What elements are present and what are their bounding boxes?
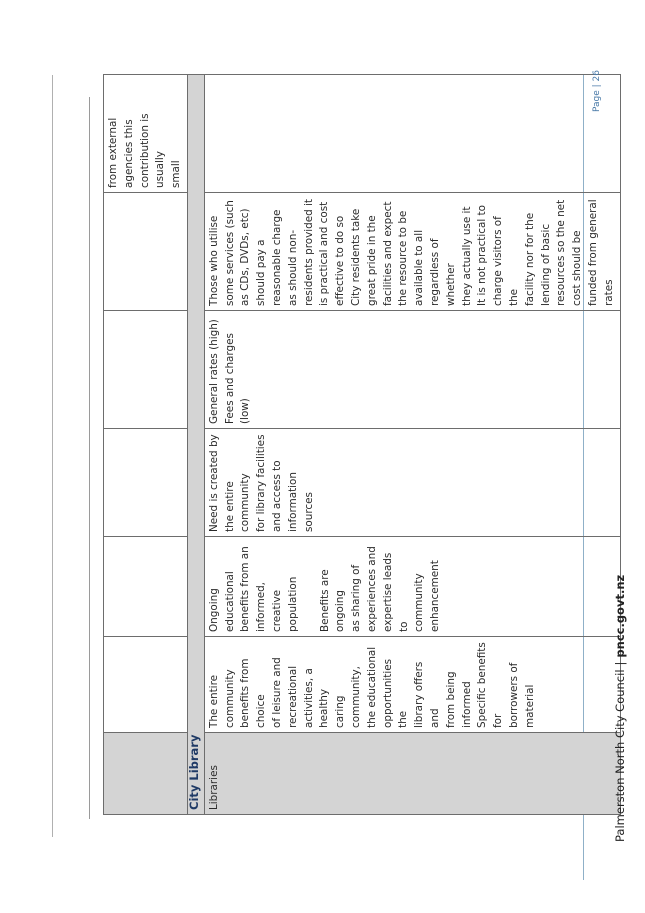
cell-text-line: rates xyxy=(602,279,615,306)
cell-text-line: small xyxy=(170,160,183,188)
cell-text-line: as CDs, DVDs, etc) xyxy=(239,208,252,306)
cell-text-line: as should non- xyxy=(286,229,299,306)
cell-text-line: Fees and charges xyxy=(223,333,236,424)
cell-text-line: regardless of whether xyxy=(428,238,457,306)
cell-text-line: resources so the net xyxy=(555,199,568,306)
cell-text-line: agencies this xyxy=(122,119,135,188)
cell-text-line: City residents take xyxy=(349,208,362,306)
cell-text-line: borrowers of material xyxy=(507,662,536,728)
section-header-row xyxy=(187,75,204,815)
cell-text-line: and access to xyxy=(270,460,283,532)
footer-org: Palmerston North City Council xyxy=(613,669,627,842)
cell-text-line: facility nor for the xyxy=(523,212,536,306)
cell-text-line: Those who utilise xyxy=(207,215,220,306)
section-header-cell xyxy=(187,75,204,815)
cell-text-line: residents provided it xyxy=(302,199,315,306)
library-row xyxy=(204,75,620,815)
cell-text-line: activities, a healthy xyxy=(302,668,331,728)
cell-text-line: is practical and cost xyxy=(318,201,331,306)
cont-cell-1 xyxy=(104,733,188,815)
cell-text-line: for library facilities xyxy=(255,434,268,532)
cell-text-line: Specific benefits for xyxy=(476,642,505,728)
cell-text-line: cost should be xyxy=(571,230,584,306)
cell-text-line: Benefits are ongoing xyxy=(318,569,347,632)
cell-text-line xyxy=(302,541,318,632)
page-rule-top xyxy=(52,75,53,837)
cell-text-line: information sources xyxy=(286,472,315,532)
cell-text-line: effective to do so xyxy=(334,215,347,306)
cell-text-line: available to all xyxy=(413,229,426,306)
action-need-cell xyxy=(204,429,620,537)
cell-text-line: community xyxy=(413,573,426,632)
cell-text-line: General rates (high) xyxy=(207,319,220,424)
cell-text-line: The entire community xyxy=(207,669,236,728)
footer-separator: | xyxy=(613,661,627,666)
funding-needs-table xyxy=(103,74,621,815)
cell-text-line: benefits from choice xyxy=(239,658,268,728)
page-footer xyxy=(613,575,627,842)
cell-text-line: of leisure and xyxy=(270,657,283,728)
cell-text-line: from external xyxy=(107,117,119,188)
cont-cell-rationale xyxy=(104,75,188,193)
cell-text-line: the educational xyxy=(365,646,378,728)
cell-text-line: from being informed xyxy=(444,671,473,728)
footer-site-link[interactable]: pncc.govt.nz xyxy=(613,574,627,658)
cell-text-line: they actually use it xyxy=(460,206,473,306)
benefits-period-cell xyxy=(204,537,620,637)
cell-text-line: facilities and expect xyxy=(381,201,394,306)
cell-text-line: opportunities the xyxy=(381,658,410,728)
cell-text-line: library offers and xyxy=(413,661,441,728)
section-title: City Library xyxy=(186,734,201,810)
cont-cell-6 xyxy=(104,193,188,311)
cell-text-line: Need is created by xyxy=(207,434,220,532)
cell-text-line: the resource to be xyxy=(397,210,410,306)
cont-cell-5 xyxy=(104,311,188,429)
cell-text-line: contribution is usually xyxy=(138,113,167,188)
page-number: Page | 26 xyxy=(592,70,602,112)
spare-cell xyxy=(204,75,620,193)
cell-text-line: funded from general xyxy=(586,199,599,306)
cell-text-line: recreational xyxy=(286,665,299,728)
cell-text-line: population xyxy=(286,576,299,632)
community-outcomes-cell xyxy=(204,637,620,733)
cell-text-line: charge visitors of the xyxy=(492,216,520,306)
activity-cell xyxy=(204,733,620,815)
continuation-row xyxy=(104,75,188,815)
cell-text-line: caring community, xyxy=(334,666,362,728)
cont-cell-2 xyxy=(104,637,188,733)
cell-text-line: the entire community xyxy=(223,473,252,532)
funding-sources-cell xyxy=(204,311,620,429)
cell-text-line: benefits from an xyxy=(239,546,252,632)
cell-text-line: as sharing of xyxy=(350,564,363,632)
cell-text-line: Ongoing educational xyxy=(207,571,236,632)
cont-cell-3 xyxy=(104,537,188,637)
cell-text-line: It is not practical to xyxy=(476,205,489,306)
activity-label: Libraries xyxy=(207,765,220,810)
cell-text-line: enhancement xyxy=(429,560,442,632)
cont-cell-4 xyxy=(104,429,188,537)
cell-text-line: reasonable charge xyxy=(270,209,283,306)
cell-text-line: expertise leads to xyxy=(381,552,410,632)
cell-text-line: lending of basic xyxy=(539,223,552,306)
cell-text-line: some services (such xyxy=(223,200,236,306)
page-rule-left xyxy=(89,97,90,819)
cell-text-line: informed, creative xyxy=(255,582,283,632)
cell-text-line: should pay a xyxy=(255,239,268,306)
cell-text-line: great pride in the xyxy=(365,215,378,306)
cell-text-line: (low) xyxy=(239,398,252,424)
cell-text-line: experiences and xyxy=(365,546,378,632)
rationale-cell xyxy=(204,193,620,311)
